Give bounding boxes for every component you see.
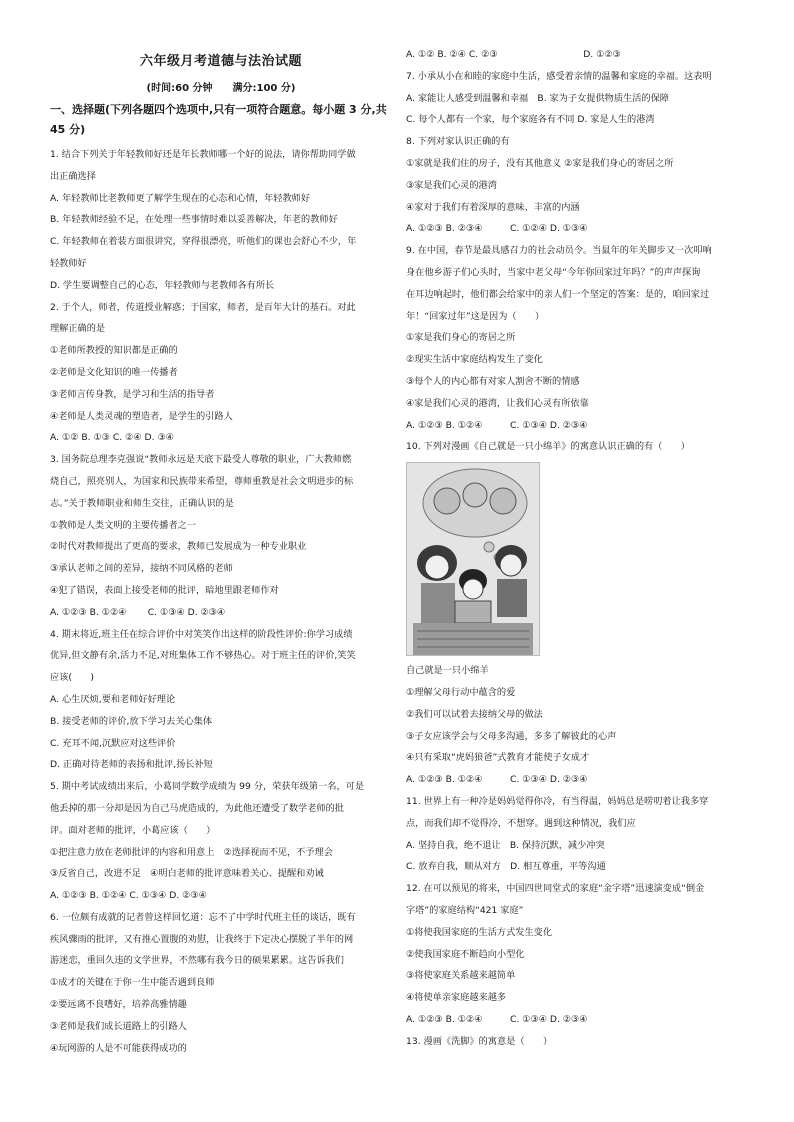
text-line: 4. 期末将近,班主任在综合评价中对笑笑作出这样的阶段性评价:你学习成绩 — [50, 628, 353, 640]
text-line: A. ①②③ B. ②③④ C. ①②④ D. ①③④ — [406, 223, 588, 235]
text-line: ①家是我们身心的寄居之所 — [406, 332, 516, 344]
text-line: D. 学生要调整自己的心态，年轻教师与老教师各有所长 — [50, 279, 275, 291]
text-line: ④玩网游的人是不可能获得成功的 — [50, 1042, 187, 1054]
left-question-list — [50, 144, 392, 1059]
text-line: 年！“回家过年”这是因为（ ） — [406, 310, 545, 322]
text-line: ②现实生活中家庭结构发生了变化 — [406, 354, 543, 366]
text-line: 疾风骤雨的批评，又有推心置腹的劝慰，让我终于下定决心摆脱了半年的网 — [50, 933, 354, 945]
text-line: ①家就是我们住的房子，没有其他意义 ②家是我们身心的寄居之所 — [406, 157, 674, 169]
text-line: ③反省自己，改进不足 ④明白老师的批评意味着关心、提醒和劝诫 — [50, 868, 324, 880]
text-line: ③每个人的内心都有对家人割舍不断的情感 — [406, 375, 580, 387]
text-line: ④老师是人类灵魂的塑造者，是学生的引路人 — [50, 410, 233, 422]
text-line: 13. 漫画《洗脚》的寓意是（ ） — [406, 1035, 553, 1047]
text-line: ④家是我们心灵的港湾，让我们心灵有所依靠 — [406, 397, 589, 409]
text-line: A. 年轻教师比老教师更了解学生现在的心态和心情，年轻教师好 — [50, 192, 311, 204]
text-line: ③将使家庭关系越来越简单 — [406, 970, 516, 982]
text-line: A. ①②③ B. ①②④ C. ①③④ D. ②③④ — [50, 606, 226, 618]
text-line: ④犯了错误，表面上接受老师的批评，暗地里跟老师作对 — [50, 584, 279, 596]
text-line: ①把注意力放在老师批评的内容和用意上 ②选择视而不见，不予理会 — [50, 846, 333, 858]
left-column — [50, 46, 392, 1059]
text-line: 他丢掉的那一分却是因为自己马虎造成的，为此他还遭受了数学老师的批 — [50, 802, 344, 814]
text-line: ④将使单亲家庭越来越多 — [406, 992, 507, 1004]
page-title: 六年级月考道德与法治试题 — [139, 54, 302, 69]
comic-image — [406, 462, 540, 656]
text-line: 11. 世界上有一种冷是妈妈觉得你冷，有当得温，妈妈总是唠叨着让我多穿 — [406, 795, 709, 807]
text-line: 1. 结合下列关于年轻教师好还是年长教师哪一个好的说法，请你帮助同学做 — [50, 149, 356, 160]
text-line: D. 正确对待老师的表扬和批评,扬长补短 — [50, 759, 213, 771]
text-line: 理解正确的是 — [50, 323, 106, 335]
text-line: 在耳边响起时，他们都会给家中的亲人们一个坚定的答案：是的，咱回家过 — [406, 288, 710, 300]
text-line: 9. 在中国，春节是最具感召力的社会动员令。当鼠年的年关脚步又一次叩响 — [406, 245, 712, 257]
text-line: C. 充耳不闻,沉默应对这些评价 — [50, 737, 176, 749]
text-line: ④家对于我们有着深厚的意味、丰富的内涵 — [406, 201, 580, 213]
text-line: ①老师所教授的知识都是正确的 — [50, 345, 178, 357]
cartoon-illustration-icon — [407, 463, 539, 655]
text-line: ②使我国家庭不断趋向小型化 — [406, 948, 525, 960]
text-line: C. 放弃自我，顺从对方 D. 相互尊重，平等沟通 — [406, 861, 606, 873]
text-line: A. ①②③ B. ①②④ C. ①③④ D. ②③④ — [406, 774, 588, 786]
text-line: C. 每个人都有一个家，每个家庭各有不同 D. 家是人生的港湾 — [406, 114, 655, 126]
text-line: 2. 于个人，师者，传道授业解惑；于国家，师者，是百年大计的基石。对此 — [50, 301, 356, 313]
text-line: 12. 在可以预见的将来，中国四世同堂式的家庭“金字塔”迅速演变成“倒金 — [406, 883, 705, 895]
text-line: 优异,但文静有余,活力不足,对班集体工作不够热心。对于班主任的评价,笑笑 — [50, 650, 356, 662]
text-line: ③子女应该学会与父母多沟通，多多了解彼此的心声 — [406, 730, 617, 742]
text-line: A. ①②③ B. ①②④ C. ①③④ D. ②③④ — [50, 890, 207, 902]
text-line: 身在他乡游子们心头时，当家中老父母“今年你回家过年吗？”的声声探询 — [406, 266, 701, 278]
text-line: ①将使我国家庭的生活方式发生变化 — [406, 926, 553, 938]
text-line: ②时代对教师提出了更高的要求，教师已发展成为一种专业职业 — [50, 541, 307, 553]
text-line: ①理解父母行动中蕴含的爱 — [406, 686, 516, 698]
text-line: 10. 下列对漫画《自己就是一只小绵羊》的寓意认识正确的有（ ） — [406, 441, 690, 453]
section-heading: 一、选择题(下列各题四个选项中,只有一项符合题意。每小题 3 分,共 45 分) — [50, 103, 387, 136]
right-column — [406, 44, 750, 1052]
text-line: C. 年轻教师在着装方面很讲究，穿得很漂亮，听他们的课也会舒心不少，年 — [50, 236, 357, 248]
text-line: 字塔”的家庭结构“421 家庭” — [406, 904, 524, 916]
text-line: A. ①② B. ①③ C. ②④ D. ③④ — [50, 432, 174, 444]
text-line: ③老师言传身教，是学习和生活的指导者 — [50, 388, 215, 400]
text-line: ③承认老师之间的差异，接纳不同风格的老师 — [50, 563, 233, 575]
text-line: A. 家能让人感受到温馨和幸福 B. 家为子女提供物质生活的保障 — [406, 92, 669, 104]
text-line: B. 年轻教师经验不足，在处理一些事情时难以妥善解决，年老的教师好 — [50, 214, 338, 226]
text-line: A. ①②③ B. ①②④ C. ①③④ D. ②③④ — [406, 1013, 588, 1025]
text-line: 志。”关于教师职业和师生交往，正确认识的是 — [50, 497, 234, 509]
text-line: ①成才的关键在于你一生中能否遇到良师 — [50, 977, 215, 989]
text-line: 烧自己，照亮别人，为国家和民族带来希望，尊师重教是社会文明进步的标 — [50, 475, 354, 487]
text-line: 出正确选择 — [50, 170, 96, 182]
text-line: ①教师是人类文明的主要传播者之一 — [50, 519, 197, 531]
text-line: ②我们可以试着去接纳父母的做法 — [406, 708, 543, 720]
right-question-list-a — [406, 44, 750, 458]
text-line: A. ①②③ B. ①②④ C. ①③④ D. ②③④ — [406, 419, 588, 431]
text-line: 游迷恋，重回久违的文学世界，不然哪有我今日的硕果累累。这告诉我们 — [50, 955, 344, 967]
text-line: ④只有采取“虎妈狼爸”式教育才能使子女成才 — [406, 752, 590, 764]
text-line: 应该( ) — [50, 672, 94, 684]
text-line: A. 心生厌烦,要和老师好好理论 — [50, 693, 176, 705]
text-line: A. 坚持自我，绝不退让 B. 保持沉默，减少冲突 — [406, 839, 605, 851]
text-line: 5. 期中考试成绩出来后，小葛同学数学成绩为 99 分，荣获年级第一名，可是 — [50, 781, 365, 793]
text-line: B. 接受老师的评价,放下学习去关心集体 — [50, 715, 213, 727]
text-line: 点，而我们却不觉得冷，不想穿。遇到这种情况，我们应 — [406, 817, 636, 829]
text-line: 3. 国务院总理李克强说“教师永远是天底下最受人尊敬的职业，广大教师燃 — [50, 454, 352, 466]
right-question-list-b — [406, 660, 750, 1052]
text-line: 轻教师好 — [50, 257, 87, 269]
text-line: ③老师是我们成长道路上的引路人 — [50, 1020, 187, 1032]
text-line: ②老师是文化知识的唯一传播者 — [50, 366, 178, 378]
text-line: A. ①② B. ②④ C. ②③ D. ①②③ — [406, 49, 621, 60]
text-line: 自己就是一只小绵羊 — [406, 665, 489, 677]
text-line: 8. 下列对家认识正确的有 — [406, 136, 510, 148]
text-line: ②要远离不良嗜好，培养高雅情趣 — [50, 999, 187, 1011]
text-line: 评。面对老师的批评，小葛应该（ ） — [50, 824, 216, 836]
exam-time-score: (时间:60 分钟 满分:100 分) — [146, 83, 296, 94]
text-line: 7. 小承从小在和睦的家庭中生活，感受着亲情的温馨和家庭的幸福。这表明 — [406, 70, 712, 82]
text-line: ③家是我们心灵的港湾 — [406, 179, 497, 191]
text-line: 6. 一位颇有成就的记者曾这样回忆道：忘不了中学时代班主任的谈话，既有 — [50, 911, 356, 923]
